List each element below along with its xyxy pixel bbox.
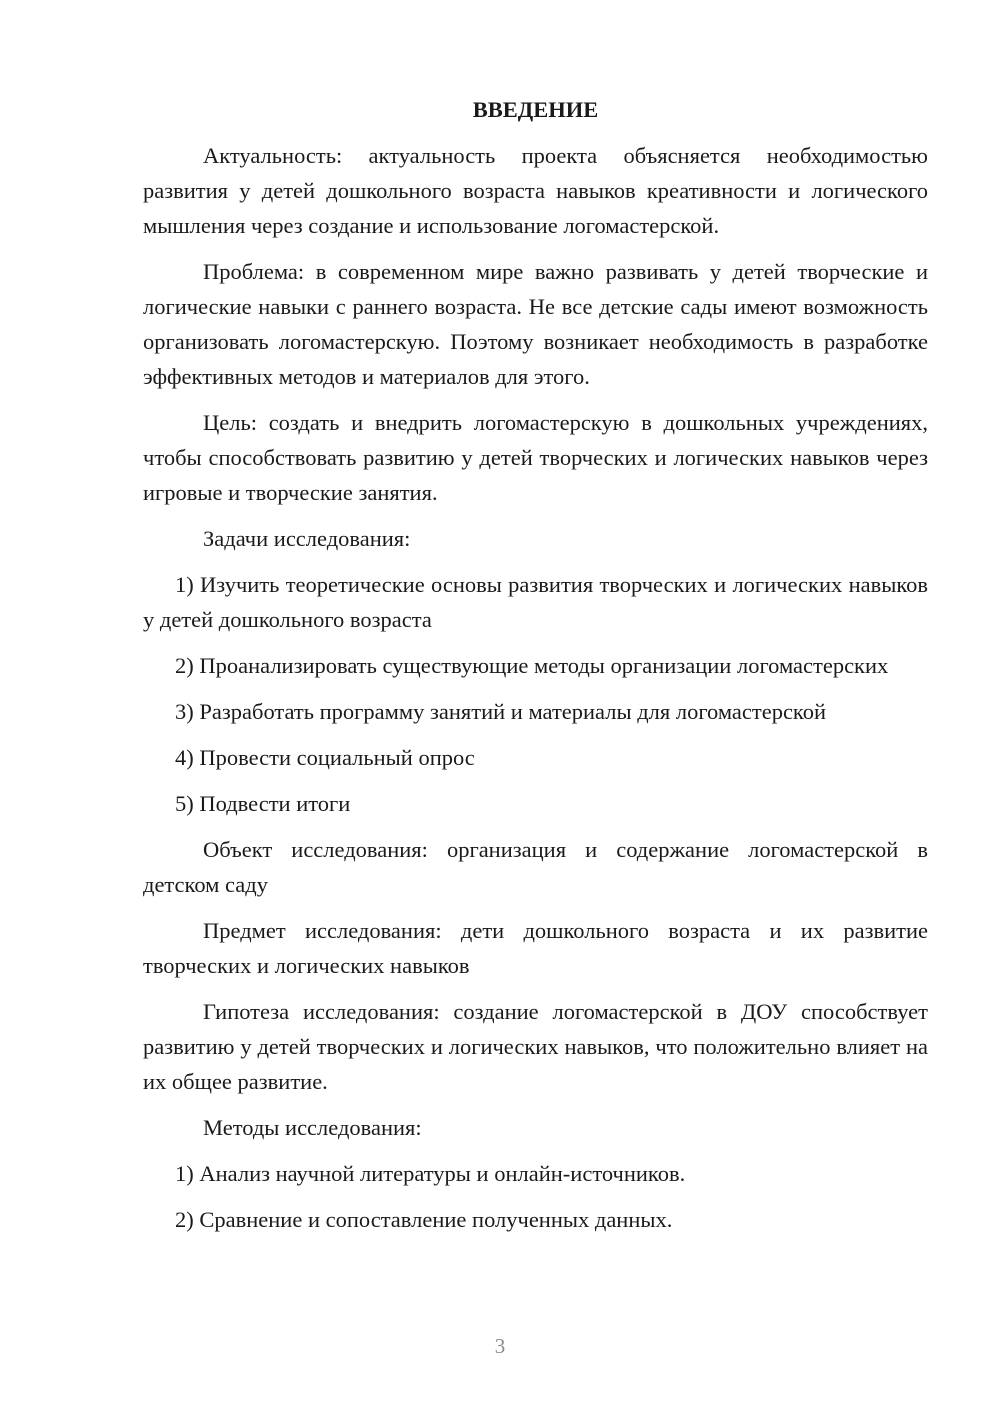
method-item-1: 1) Анализ научной литературы и онлайн-источников. [175,1161,686,1186]
task-item-1: 1) Изучить теоретические основы развития творческих и логических навыков у детей дошкольного возраста [143,572,928,632]
task-item-2: 2) Проанализировать существующие методы организации логомастерских [175,653,889,678]
object-paragraph: Объект исследования: организация и содержание логомастерской в детском саду [143,837,928,897]
subject-paragraph: Предмет исследования: дети дошкольного возраста и их развитие творческих и логических навыков [143,918,928,978]
task-item-3: 3) Разработать программу занятий и материалы для логомастерской [175,699,827,724]
task-item-5: 5) Подвести итоги [175,791,351,816]
tasks-heading: Задачи исследования: [203,526,411,551]
relevance-paragraph: Актуальность: актуальность проекта объясняется необходимостью развития у детей дошкольного возраста навыков креативности и логического мышления через создание и использование логомастерской. [143,143,928,238]
hypothesis-paragraph: Гипотеза исследования: создание логомастерской в ДОУ способствует развитию у детей творческих и логических навыков, что положительно влияет на их общее развитие. [143,999,928,1094]
document-page [143,92,928,1248]
section-title: ВВЕДЕНИЕ [472,97,599,122]
method-item-2: 2) Сравнение и сопоставление полученных данных. [175,1207,673,1232]
task-item-4: 4) Провести социальный опрос [175,745,475,770]
goal-paragraph: Цель: создать и внедрить логомастерскую в дошкольных учреждениях, чтобы способствовать развитию у детей творческих и логических навыков через игровые и творческие занятия. [143,410,928,505]
page-number: 3 [494,1334,506,1358]
problem-paragraph: Проблема: в современном мире важно развивать у детей творческие и логические навыки с раннего возраста. Не все детские сады имеют возможность организовать логомастерскую. Поэтому возникает необходимость в разработке эффективных методов и материалов для этого. [143,259,928,389]
methods-heading: Методы исследования: [203,1115,422,1140]
